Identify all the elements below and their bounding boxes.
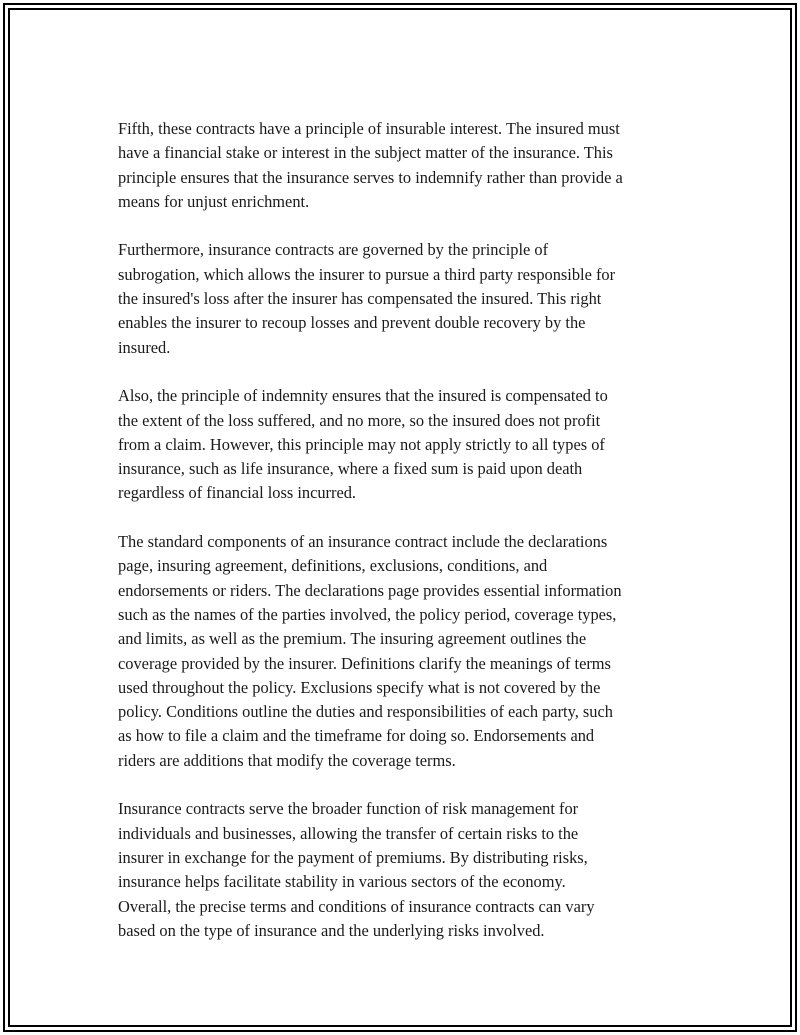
paragraph-indemnity: Also, the principle of indemnity ensures that the insured is compensated to the extent of the loss suffered, and no more, so the insured does not profit from a claim. However, this principle may not apply strictly to all types of insurance, such as life insurance, where a fixed sum is paid upon death regardless of financial loss incurred.	[118, 386, 608, 503]
paragraph-contract-components: The standard components of an insurance contract include the declarations page, insuring agreement, definitions, exclusions, conditions, and endorsements or riders. The declarations page provides essential information such as the names of the parties involved, the policy period, coverage types, and limits, as well as the premium. The insuring agreement outlines the coverage provided by the insurer. Definitions clarify the meanings of terms used throughout the policy. Exclusions specify what is not covered by the policy. Conditions outline the duties and responsibilities of each party, such as how to file a claim and the timeframe for doing so. Endorsements and riders are additions that modify the coverage terms.	[118, 532, 622, 770]
paragraph-subrogation: Furthermore, insurance contracts are governed by the principle of subrogation, which allows the insurer to pursue a third party responsible for the insured's loss after the insurer has compensated the insured. This right enables the insurer to recoup losses and prevent double recovery by the insured.	[118, 240, 616, 357]
paragraph-insurable-interest: Fifth, these contracts have a principle of insurable interest. The insured must have a financial stake or interest in the subject matter of the insurance. This principle ensures that the insurance serves to indemnify rather than provide a means for unjust enrichment.	[118, 119, 623, 211]
paragraph-risk-management: Insurance contracts serve the broader function of risk management for individuals and businesses, allowing the transfer of certain risks to the insurer in exchange for the payment of premiums. By distributing risks, insurance helps facilitate stability in various sectors of the economy. Overall, the precise terms and conditions of insurance contracts can vary based on the type of insurance and the underlying risks involved.	[118, 799, 595, 940]
document-body	[118, 117, 693, 967]
